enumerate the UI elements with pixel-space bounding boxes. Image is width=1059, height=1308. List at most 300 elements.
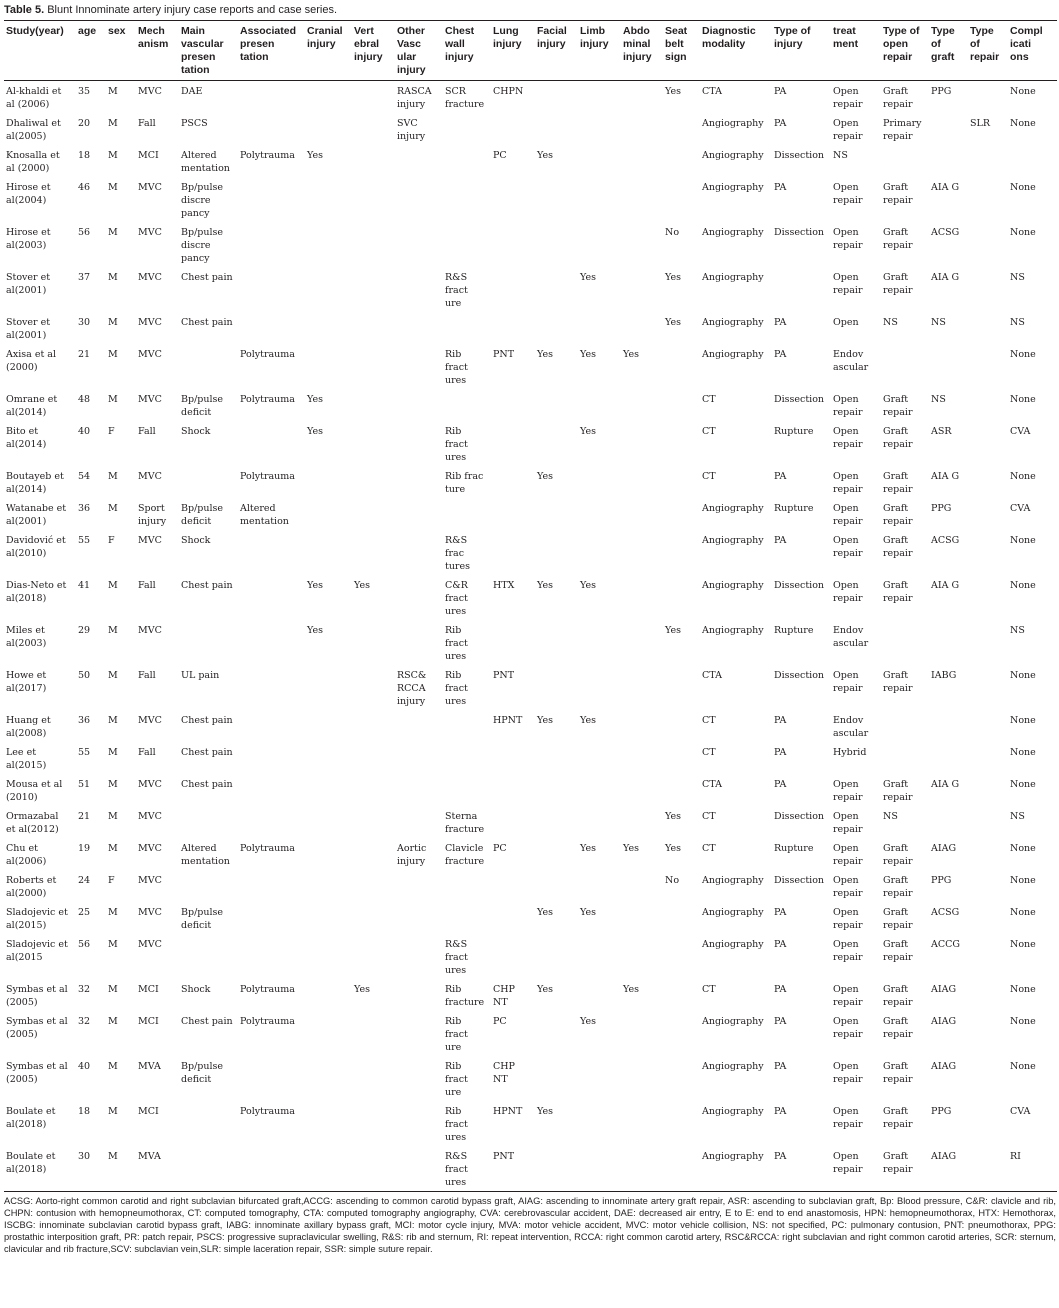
table-cell: SLR	[970, 118, 990, 129]
table-cell: Yes	[665, 811, 681, 822]
table-cell: Angiography	[702, 272, 764, 283]
table-cell	[968, 742, 1008, 774]
table-cell: M	[108, 907, 118, 918]
table-row	[4, 222, 1057, 267]
table-cell: Bp/pulse discre pancy	[181, 227, 223, 264]
table-cell: MVA	[138, 1151, 161, 1162]
table-cell: Open repair	[833, 272, 863, 296]
table-cell	[352, 934, 395, 979]
table-cell	[968, 177, 1008, 222]
table-cell: M	[108, 747, 118, 758]
table-cell: MVC	[138, 394, 162, 405]
table-cell	[305, 1056, 352, 1101]
table-cell: Yes	[307, 426, 323, 437]
table-cell	[395, 902, 443, 934]
table-cell	[443, 312, 491, 344]
table-cell: 37	[78, 272, 91, 283]
table-cell: Yes	[623, 843, 639, 854]
table-cell	[578, 222, 621, 267]
table-cell	[305, 665, 352, 710]
table-cell: MCI	[138, 150, 159, 161]
table-cell: Yes	[537, 984, 553, 995]
table-cell: CT	[702, 747, 716, 758]
table-cell: Dissection	[774, 227, 825, 238]
table-cell: MVC	[138, 779, 162, 790]
table-cell: 21	[78, 349, 91, 360]
table-cell	[578, 498, 621, 530]
column-header: Diagnostic modality	[702, 25, 756, 50]
table-row	[4, 806, 1057, 838]
table-cell	[395, 530, 443, 575]
table-cell	[352, 498, 395, 530]
table-cell	[179, 620, 238, 665]
table-cell: Bp/pulse discre pancy	[181, 182, 223, 219]
table-cell	[395, 1101, 443, 1146]
table-cell: Yes	[580, 580, 596, 591]
table-cell: PA	[774, 535, 787, 546]
table-cell: Yes	[537, 580, 553, 591]
table-cell	[929, 344, 968, 389]
table-cell	[352, 902, 395, 934]
table-cell	[305, 267, 352, 312]
table-cell: M	[108, 715, 118, 726]
table-cell: Rib fracture	[445, 984, 485, 1008]
table-cell	[663, 665, 700, 710]
table-cell: CT	[702, 471, 716, 482]
table-cell	[352, 1011, 395, 1056]
table-cell: PA	[774, 1106, 787, 1117]
table-cell: Open repair	[833, 1151, 863, 1175]
table-cell	[491, 389, 535, 421]
table-row	[4, 312, 1057, 344]
table-cell	[395, 466, 443, 498]
table-cell: MVC	[138, 535, 162, 546]
table-cell	[578, 312, 621, 344]
column-header: Abdo minal injury	[623, 25, 652, 63]
table-cell	[621, 902, 663, 934]
table-cell	[238, 774, 305, 806]
table-cell: Open repair	[833, 939, 863, 963]
table-cell: PA	[774, 779, 787, 790]
table-cell: MVC	[138, 227, 162, 238]
table-cell	[968, 267, 1008, 312]
table-cell	[663, 389, 700, 421]
table-cell	[179, 806, 238, 838]
table-cell: Hirose et al(2003)	[6, 227, 51, 251]
table-cell	[443, 113, 491, 145]
table-cell: NS	[1010, 811, 1025, 822]
table-cell	[305, 344, 352, 389]
table-cell	[621, 113, 663, 145]
table-cell: Dissection	[774, 670, 825, 681]
table-cell: SVC injury	[397, 118, 426, 142]
table-cell: Sladojevic et al(2015	[6, 939, 68, 963]
table-cell: PSCS	[181, 118, 208, 129]
table-cell	[395, 267, 443, 312]
table-cell: AIAG	[931, 1061, 957, 1072]
table-cell: Davidović et al(2010)	[6, 535, 66, 559]
table-cell: R&S fract ures	[445, 939, 468, 976]
table-cell: Altered mentation	[181, 843, 230, 867]
table-cell: Fall	[138, 580, 156, 591]
table-cell: Altered mentation	[240, 503, 289, 527]
table-cell	[238, 806, 305, 838]
table-cell: SCR fracture	[445, 86, 485, 110]
table-cell: ACSG	[931, 907, 960, 918]
table-cell: Open repair	[833, 535, 863, 559]
table-cell: 55	[78, 747, 91, 758]
table-row	[4, 267, 1057, 312]
table-cell: MCI	[138, 1016, 159, 1027]
table-cell	[491, 774, 535, 806]
table-cell	[772, 267, 831, 312]
table-cell	[578, 934, 621, 979]
table-cell	[395, 806, 443, 838]
column-header: Type of repair	[970, 25, 1000, 63]
table-cell: None	[1010, 227, 1036, 238]
table-cell	[491, 742, 535, 774]
table-cell: NS	[1010, 625, 1025, 636]
table-cell: Dias-Neto et al(2018)	[6, 580, 67, 604]
table-cell: 36	[78, 715, 91, 726]
table-cell: Howe et al(2017)	[6, 670, 47, 694]
table-cell	[443, 389, 491, 421]
table-cell: 19	[78, 843, 91, 854]
table-cell: CVA	[1010, 1106, 1031, 1117]
table-cell: MVC	[138, 86, 162, 97]
table-cell: None	[1010, 984, 1036, 995]
table-cell	[621, 710, 663, 742]
table-cell	[621, 81, 663, 114]
table-cell	[968, 81, 1008, 114]
table-cell: Yes	[580, 1016, 596, 1027]
table-cell: CTA	[702, 779, 722, 790]
table-cell: Al-khaldi et al (2006)	[6, 86, 62, 110]
table-cell	[621, 498, 663, 530]
table-cell	[881, 620, 929, 665]
table-cell	[443, 498, 491, 530]
table-cell	[305, 1011, 352, 1056]
table-cell	[578, 870, 621, 902]
table-cell	[305, 806, 352, 838]
column-header: sex	[108, 25, 126, 37]
column-header: Facial injury	[537, 25, 567, 50]
table-cell	[578, 1056, 621, 1101]
table-cell: PA	[774, 349, 787, 360]
table-cell	[968, 710, 1008, 742]
table-row	[4, 774, 1057, 806]
table-cell: Graft repair	[883, 503, 913, 527]
table-cell	[578, 620, 621, 665]
table-row	[4, 742, 1057, 774]
table-cell: 50	[78, 670, 91, 681]
table-cell	[395, 312, 443, 344]
table-cell: Chest pain	[181, 747, 233, 758]
table-cell: Yes	[537, 1106, 553, 1117]
table-cell: Rib fract ures	[445, 625, 468, 662]
table-caption	[4, 0, 1056, 20]
table-cell	[491, 870, 535, 902]
table-cell: Graft repair	[883, 875, 913, 899]
table-cell: M	[108, 118, 118, 129]
table-cell: MVC	[138, 182, 162, 193]
table-cell	[929, 620, 968, 665]
table-row	[4, 620, 1057, 665]
table-cell: PPG	[931, 503, 952, 514]
table-cell: CT	[702, 715, 716, 726]
table-cell	[578, 665, 621, 710]
table-cell: M	[108, 984, 118, 995]
table-cell: Yes	[580, 907, 596, 918]
table-cell: Yes	[665, 86, 681, 97]
table-cell: Graft repair	[883, 843, 913, 867]
table-cell	[395, 1011, 443, 1056]
table-cell	[305, 222, 352, 267]
table-row	[4, 870, 1057, 902]
table-cell: AIA G	[931, 272, 960, 283]
table-cell	[881, 742, 929, 774]
table-cell: PPG	[931, 875, 952, 886]
table-cell	[968, 530, 1008, 575]
table-cell: Angiography	[702, 227, 764, 238]
table-cell	[535, 806, 578, 838]
table-cell	[621, 466, 663, 498]
table-cell: Knosalla et al (2000)	[6, 150, 60, 174]
table-cell	[491, 934, 535, 979]
table-cell: AIA G	[931, 182, 960, 193]
table-cell	[968, 902, 1008, 934]
table-cell: NS	[883, 811, 898, 822]
table-cell	[352, 81, 395, 114]
table-cell	[1008, 145, 1057, 177]
table-cell	[535, 1146, 578, 1192]
table-cell	[443, 710, 491, 742]
table-cell: DAE	[181, 86, 203, 97]
table-cell: Yes	[580, 715, 596, 726]
table-cell: Angiography	[702, 907, 764, 918]
table-cell	[443, 902, 491, 934]
table-cell	[352, 267, 395, 312]
table-cell	[968, 620, 1008, 665]
table-cell: F	[108, 535, 115, 546]
table-cell	[238, 934, 305, 979]
table-cell	[881, 145, 929, 177]
table-cell	[621, 742, 663, 774]
table-cell	[352, 1056, 395, 1101]
table-cell: 36	[78, 503, 91, 514]
table-cell	[443, 742, 491, 774]
table-row	[4, 665, 1057, 710]
table-cell	[968, 806, 1008, 838]
table-cell: 21	[78, 811, 91, 822]
table-cell: PA	[774, 471, 787, 482]
table-cell	[535, 81, 578, 114]
column-header: Cranial injury	[307, 25, 343, 50]
table-cell: Hybrid	[833, 747, 867, 758]
table-cell: Graft repair	[883, 670, 913, 694]
table-cell: PA	[774, 984, 787, 995]
table-cell	[621, 267, 663, 312]
table-cell: Angiography	[702, 1061, 764, 1072]
table-cell: Sterna fracture	[445, 811, 485, 835]
table-cell: PC	[493, 1016, 507, 1027]
table-cell	[238, 113, 305, 145]
table-cell	[352, 838, 395, 870]
table-cell	[395, 1146, 443, 1192]
table-cell	[491, 312, 535, 344]
table-cell: Symbas et al (2005)	[6, 984, 68, 1008]
table-cell	[535, 774, 578, 806]
table-cell	[352, 177, 395, 222]
table-cell: Yes	[537, 715, 553, 726]
table-row	[4, 81, 1057, 114]
table-cell: Angiography	[702, 625, 764, 636]
table-cell: MVC	[138, 272, 162, 283]
table-cell	[578, 979, 621, 1011]
table-cell: None	[1010, 394, 1036, 405]
table-cell	[968, 1056, 1008, 1101]
table-cell: RI	[1010, 1151, 1021, 1162]
table-cell: Polytrauma	[240, 150, 295, 161]
table-cell	[968, 575, 1008, 620]
table-cell: M	[108, 625, 118, 636]
table-cell: R&S fract ures	[445, 1151, 468, 1188]
table-cell: Rib fract ures	[445, 349, 468, 386]
table-cell	[578, 1101, 621, 1146]
table-cell: Shock	[181, 984, 211, 995]
table-cell	[179, 934, 238, 979]
table-cell: Yes	[623, 984, 639, 995]
table-cell	[968, 774, 1008, 806]
table-cell	[491, 620, 535, 665]
table-cell	[663, 421, 700, 466]
table-cell: None	[1010, 939, 1036, 950]
table-cell: M	[108, 150, 118, 161]
column-header: Type of open repair	[883, 25, 920, 63]
table-cell: Graft repair	[883, 1151, 913, 1175]
table-cell: MVC	[138, 349, 162, 360]
table-cell	[621, 774, 663, 806]
table-cell	[305, 902, 352, 934]
table-cell	[395, 498, 443, 530]
table-cell: Clavicle fracture	[445, 843, 485, 867]
table-cell: Lee et al(2015)	[6, 747, 47, 771]
table-cell	[491, 530, 535, 575]
table-cell: Angiography	[702, 118, 764, 129]
table-cell: PA	[774, 1016, 787, 1027]
column-header: age	[78, 25, 97, 37]
table-cell	[238, 421, 305, 466]
table-cell: Boulate et al(2018)	[6, 1151, 56, 1175]
table-cell: None	[1010, 471, 1036, 482]
table-cell: Graft repair	[883, 471, 913, 495]
column-header: Type of injury	[774, 25, 811, 50]
table-cell: None	[1010, 1016, 1036, 1027]
table-cell: Yes	[580, 426, 596, 437]
table-cell: Graft repair	[883, 984, 913, 1008]
table-cell	[238, 710, 305, 742]
table-cell: Graft repair	[883, 426, 913, 450]
table-cell: Polytrauma	[240, 1106, 295, 1117]
table-cell: PA	[774, 715, 787, 726]
table-cell: PNT	[493, 670, 515, 681]
table-cell	[352, 344, 395, 389]
table-row	[4, 1011, 1057, 1056]
table-cell: PPG	[931, 1106, 952, 1117]
table-cell: CHP NT	[493, 1061, 515, 1085]
table-cell	[395, 774, 443, 806]
table-cell: Rib frac ture	[445, 471, 484, 495]
table-cell	[535, 498, 578, 530]
table-cell	[929, 710, 968, 742]
table-cell: Dissection	[774, 811, 825, 822]
table-cell	[491, 806, 535, 838]
table-cell: PA	[774, 907, 787, 918]
table-cell: Open repair	[833, 843, 863, 867]
table-row	[4, 145, 1057, 177]
table-cell: PA	[774, 1061, 787, 1072]
table-cell: Open repair	[833, 984, 863, 1008]
table-cell: None	[1010, 86, 1036, 97]
table-header	[4, 21, 1057, 81]
table-cell: Bito et al(2014)	[6, 426, 47, 450]
table-cell: Boutayeb et al(2014)	[6, 471, 64, 495]
table-cell	[968, 389, 1008, 421]
table-cell	[578, 113, 621, 145]
table-cell: Huang et al(2008)	[6, 715, 51, 739]
table-cell: 25	[78, 907, 91, 918]
table-cell: Open repair	[833, 670, 863, 694]
table-cell: Dissection	[774, 580, 825, 591]
table-cell	[535, 1011, 578, 1056]
table-cell: Yes	[354, 580, 370, 591]
table-cell	[929, 113, 968, 145]
table-cell: 30	[78, 317, 91, 328]
table-cell: 35	[78, 86, 91, 97]
table-cell	[305, 870, 352, 902]
table-cell: Graft repair	[883, 1106, 913, 1130]
table-cell: CHPN	[493, 86, 524, 97]
table-cell: 48	[78, 394, 91, 405]
table-cell: MVC	[138, 907, 162, 918]
table-cell	[535, 620, 578, 665]
table-cell: Yes	[537, 907, 553, 918]
table-cell: M	[108, 670, 118, 681]
table-cell	[535, 389, 578, 421]
table-cell	[352, 742, 395, 774]
table-cell	[238, 1056, 305, 1101]
table-cell	[968, 498, 1008, 530]
table-cell: Polytrauma	[240, 843, 295, 854]
table-cell: M	[108, 1061, 118, 1072]
table-cell	[968, 934, 1008, 979]
column-header: Other Vasc ular injury	[397, 25, 426, 76]
table-cell	[621, 620, 663, 665]
table-row	[4, 838, 1057, 870]
table-cell: CHP NT	[493, 984, 515, 1008]
column-header: Study(year)	[6, 25, 64, 37]
table-cell: Open repair	[833, 779, 863, 803]
table-cell	[663, 575, 700, 620]
table-cell	[305, 498, 352, 530]
table-cell	[621, 389, 663, 421]
table-cell: Rib fract ure	[445, 1061, 468, 1098]
table-cell: Rib fract ures	[445, 426, 468, 463]
table-cell: Angiography	[702, 317, 764, 328]
table-cell: PPG	[931, 86, 952, 97]
table-cell: Yes	[580, 349, 596, 360]
table-cell: Open repair	[833, 875, 863, 899]
